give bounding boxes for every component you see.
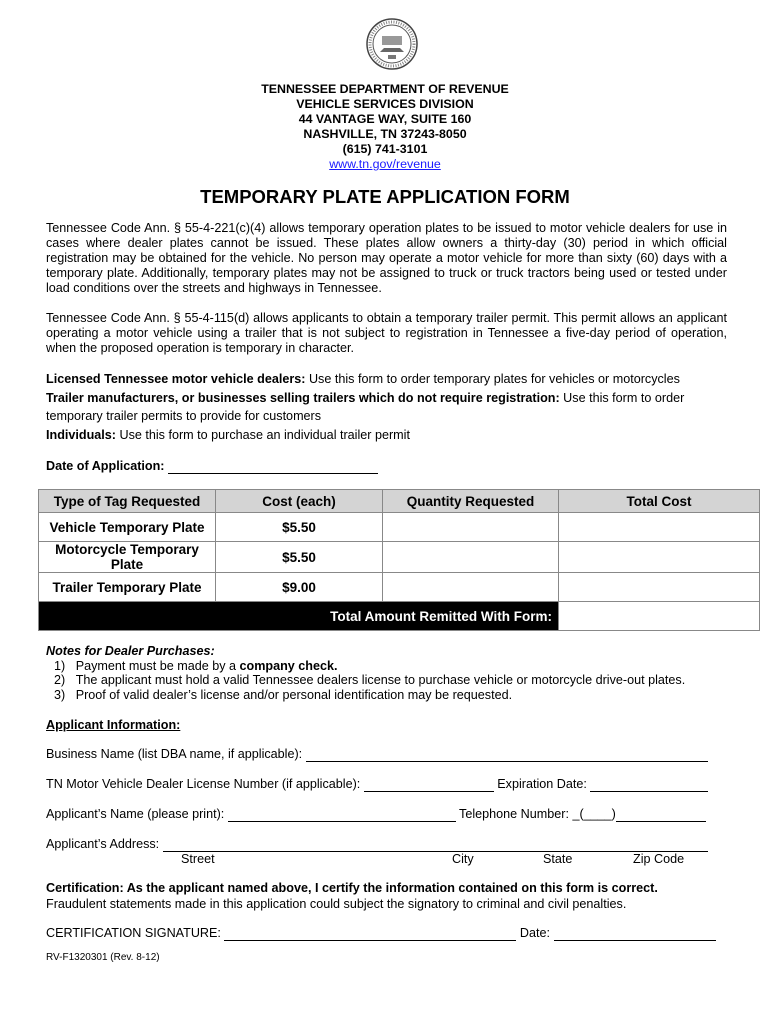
usage-instructions [46,370,727,444]
motorcycle-quantity-input[interactable] [385,545,555,569]
usage-label: Trailer manufacturers, or businesses selling trailers which do not require registration: [46,390,560,405]
notes-title: Notes for Dealer Purchases: [46,644,215,658]
dealer-notes [46,644,685,702]
signature-label: CERTIFICATION SIGNATURE: [46,926,221,940]
usage-label: Licensed Tennessee motor vehicle dealers: [46,372,306,386]
applicant-name-row [46,807,706,822]
signature-input[interactable] [224,927,516,941]
note-text: Proof of valid dealer’s license and/or personal identification may be requested. [75,687,513,702]
vehicle-quantity-input[interactable] [385,515,555,539]
note-text: Payment must be made by a [75,658,240,673]
total-row [39,602,760,631]
table-row [39,513,760,542]
page-title: TEMPORARY PLATE APPLICATION FORM [200,186,570,207]
license-row [46,777,708,792]
date-of-application-input[interactable] [168,460,378,474]
address-part-city: City [452,852,474,866]
tag-type: Vehicle Temporary Plate [39,513,216,542]
signature-row [46,926,716,941]
signature-date-label: Date: [519,926,551,940]
usage-text: Use this form to order temporary trailer permits to provide for customers [46,390,685,423]
tag-type: Motorcycle Temporary Plate [39,542,216,573]
certification-statement: Certification: As the applicant named above, I certify the information contained on this form is correct. [46,881,658,895]
applicant-name-label: Applicant’s Name (please print): [46,807,225,821]
tag-cost: $5.50 [216,542,383,573]
total-amount-input[interactable] [562,604,756,628]
date-of-application-row [46,459,378,474]
total-amount-label: Total Amount Remitted With Form: [39,602,559,631]
column-header: Type of Tag Requested [39,490,216,513]
note-number: 2) [54,673,66,687]
tag-cost: $5.50 [216,513,383,542]
trailer-total-input[interactable] [562,575,756,599]
address-row [46,837,708,852]
note-bold: company check. [239,658,338,673]
table-row [39,573,760,602]
tag-type: Trailer Temporary Plate [39,573,216,602]
expiration-label: Expiration Date: [497,777,587,791]
column-header: Cost (each) [216,490,383,513]
address-part-street: Street [181,852,215,866]
signature-date-input[interactable] [554,927,716,941]
address-part-state: State [543,852,573,866]
usage-text: Use this form to order temporary plates for vehicles or motorcycles [305,372,680,386]
address-label: Applicant’s Address: [46,837,160,851]
vehicle-total-input[interactable] [562,515,756,539]
tennessee-state-seal-icon [364,18,420,70]
license-number-input[interactable] [364,778,494,792]
tag-cost: $9.00 [216,573,383,602]
header-line: (615) 741-3101 [342,142,428,156]
certification [46,881,658,912]
note-number: 3) [54,687,66,702]
applicant-heading: Applicant Information: [46,718,181,732]
business-name-label: Business Name (list DBA name, if applicable): [46,747,303,761]
address-part-zip: Zip Code [633,852,685,866]
statute-paragraph: Tennessee Code Ann. § 55-4-221(c)(4) allows temporary operation plates to be issued to motor vehicle dealers for use in cases where dealer plates cannot be issued. These plates allow owners a thirty-day (30) period in which official registration may be obtained for the vehicle. No person may operate a motor vehicle for more than sixty (60) days with a temporary plate. Additionally, temporary plates may not be assigned to truck or truck tractors being used or tested under load conditions over the streets and highways in Tennessee. [46,221,727,295]
applicant-name-input[interactable] [228,808,456,822]
column-header: Total Cost [559,490,760,513]
table-row [39,542,760,573]
telephone-label: Telephone Number: _(____) [459,807,616,821]
note-number: 1) [54,658,66,673]
telephone-input[interactable] [616,808,706,822]
form-number: RV-F1320301 (Rev. 8-12) [46,952,160,963]
certification-warning: Fraudulent statements made in this application could subject the signatory to criminal and civil penalties. [46,896,627,911]
expiration-date-input[interactable] [590,778,708,792]
address-input[interactable] [163,838,708,852]
license-label: TN Motor Vehicle Dealer License Number (if applicable): [46,777,361,791]
usage-text: Use this form to purchase an individual trailer permit [115,427,410,442]
business-name-input[interactable] [306,748,708,762]
website-link[interactable]: www.tn.gov/revenue [329,157,441,171]
tag-order-table [38,489,760,631]
header-line: VEHICLE SERVICES DIVISION [296,97,474,111]
header-line: TENNESSEE DEPARTMENT OF REVENUE [261,82,509,96]
trailer-quantity-input[interactable] [385,575,555,599]
usage-label: Individuals: [46,427,116,442]
motorcycle-total-input[interactable] [562,545,756,569]
header-line: 44 VANTAGE WAY, SUITE 160 [298,112,472,126]
header-line: NASHVILLE, TN 37243-8050 [303,127,467,141]
statute-paragraph: Tennessee Code Ann. § 55-4-115(d) allows applicants to obtain a temporary trailer permit. This permit allows an applicant operating a motor vehicle using a trailer that is not subject to registration in Tennessee a five-day period of operation, when the proposed operation is temporary in character. [46,311,727,355]
business-name-row [46,747,708,762]
date-of-application-label: Date of Application: [46,459,165,473]
column-header: Quantity Requested [383,490,559,513]
agency-header [0,82,770,172]
note-text: The applicant must hold a valid Tennessee dealers license to purchase vehicle or motorcycle drive-out plates. [75,673,686,687]
